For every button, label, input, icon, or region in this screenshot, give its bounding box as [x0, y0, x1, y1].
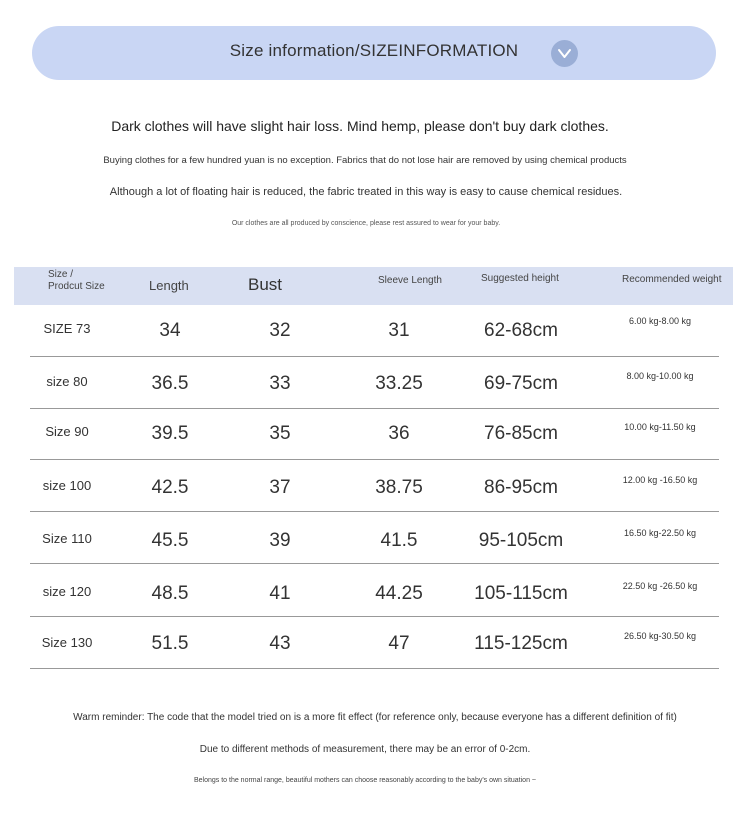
cell-length: 39.5: [151, 423, 189, 444]
cell-sleeve: 38.75: [375, 477, 423, 498]
cell-weight: 10.00 kg-11.50 kg: [624, 422, 696, 432]
cell-length: 48.5: [151, 583, 189, 604]
cell-bust: 39: [269, 530, 291, 551]
cell-height: 95-105cm: [478, 530, 564, 551]
cell-height: 69-75cm: [484, 373, 558, 394]
cell-sleeve: 36: [388, 423, 410, 444]
table-row: [30, 512, 719, 564]
header-weight: Recommended weight: [622, 274, 722, 285]
cell-weight: 22.50 kg -26.50 kg: [622, 581, 698, 591]
table-row: [30, 617, 719, 669]
chevron-down-icon: [551, 40, 578, 67]
header-height: Suggested height: [481, 273, 559, 284]
cell-size: size 120: [42, 584, 92, 599]
cell-weight: 16.50 kg-22.50 kg: [623, 528, 697, 538]
cell-size: Size 110: [42, 531, 92, 546]
cell-sleeve: 33.25: [375, 373, 423, 394]
cell-size: Size 90: [45, 424, 89, 439]
table-row: [30, 409, 719, 460]
cell-height: 115-125cm: [474, 633, 568, 654]
footer-measurement-error: Due to different methods of measurement, there may be an error of 0-2cm.: [199, 744, 531, 755]
cell-length: 51.5: [151, 633, 189, 654]
title-banner: [32, 26, 716, 80]
header-length: Length: [149, 278, 189, 293]
table-row: [30, 564, 719, 617]
table-row: [30, 357, 719, 409]
cell-sleeve: 47: [388, 633, 410, 654]
cell-size: size 80: [46, 374, 88, 389]
note-fabric: Buying clothes for a few hundred yuan is no exception. Fabrics that do not lose hair are removed by using chemical products: [103, 155, 627, 166]
note-dark-clothes: Dark clothes will have slight hair loss. Mind hemp, please don't buy dark clothes.: [111, 118, 609, 134]
table-header: [14, 267, 733, 305]
cell-weight: 6.00 kg-8.00 kg: [628, 316, 692, 326]
cell-height: 86-95cm: [484, 477, 558, 498]
cell-weight: 26.50 kg-30.50 kg: [623, 631, 697, 641]
header-size: Size / Prodcut Size: [48, 269, 105, 292]
header-bust: Bust: [248, 275, 283, 294]
cell-length: 34: [159, 320, 181, 341]
cell-length: 45.5: [151, 530, 189, 551]
cell-bust: 33: [269, 373, 291, 394]
cell-length: 36.5: [151, 373, 189, 394]
cell-bust: 37: [269, 477, 291, 498]
cell-height: 62-68cm: [484, 320, 558, 341]
cell-sleeve: 44.25: [375, 583, 423, 604]
cell-bust: 32: [269, 320, 291, 341]
note-conscience: Our clothes are all produced by conscience, please rest assured to wear for your baby.: [231, 220, 501, 227]
cell-height: 76-85cm: [484, 423, 558, 444]
cell-size: size 100: [42, 478, 92, 493]
cell-bust: 43: [269, 633, 291, 654]
cell-weight: 12.00 kg -16.50 kg: [622, 475, 698, 485]
page-title: Size information/SIZEINFORMATION: [229, 41, 519, 60]
note-residues: Although a lot of floating hair is reduced, the fabric treated in this way is easy to cause chemical residues.: [109, 186, 623, 198]
cell-bust: 35: [269, 423, 291, 444]
cell-sleeve: 31: [388, 320, 410, 341]
table-row: [30, 305, 719, 357]
cell-height: 105-115cm: [474, 583, 568, 604]
cell-size: Size 130: [41, 635, 93, 650]
header-sleeve: Sleeve Length: [378, 275, 442, 286]
footer-warm-reminder: Warm reminder: The code that the model tried on is a more fit effect (for reference only, because everyone has a different definition of fit): [73, 712, 677, 723]
cell-sleeve: 41.5: [380, 530, 418, 551]
cell-bust: 41: [269, 583, 291, 604]
footer-normal-range: Belongs to the normal range, beautiful mothers can choose reasonably according to the baby's own situation ~: [193, 777, 537, 784]
cell-weight: 8.00 kg-10.00 kg: [626, 371, 694, 381]
table-row: [30, 460, 719, 512]
cell-length: 42.5: [151, 477, 189, 498]
cell-size: SIZE 73: [43, 321, 91, 336]
